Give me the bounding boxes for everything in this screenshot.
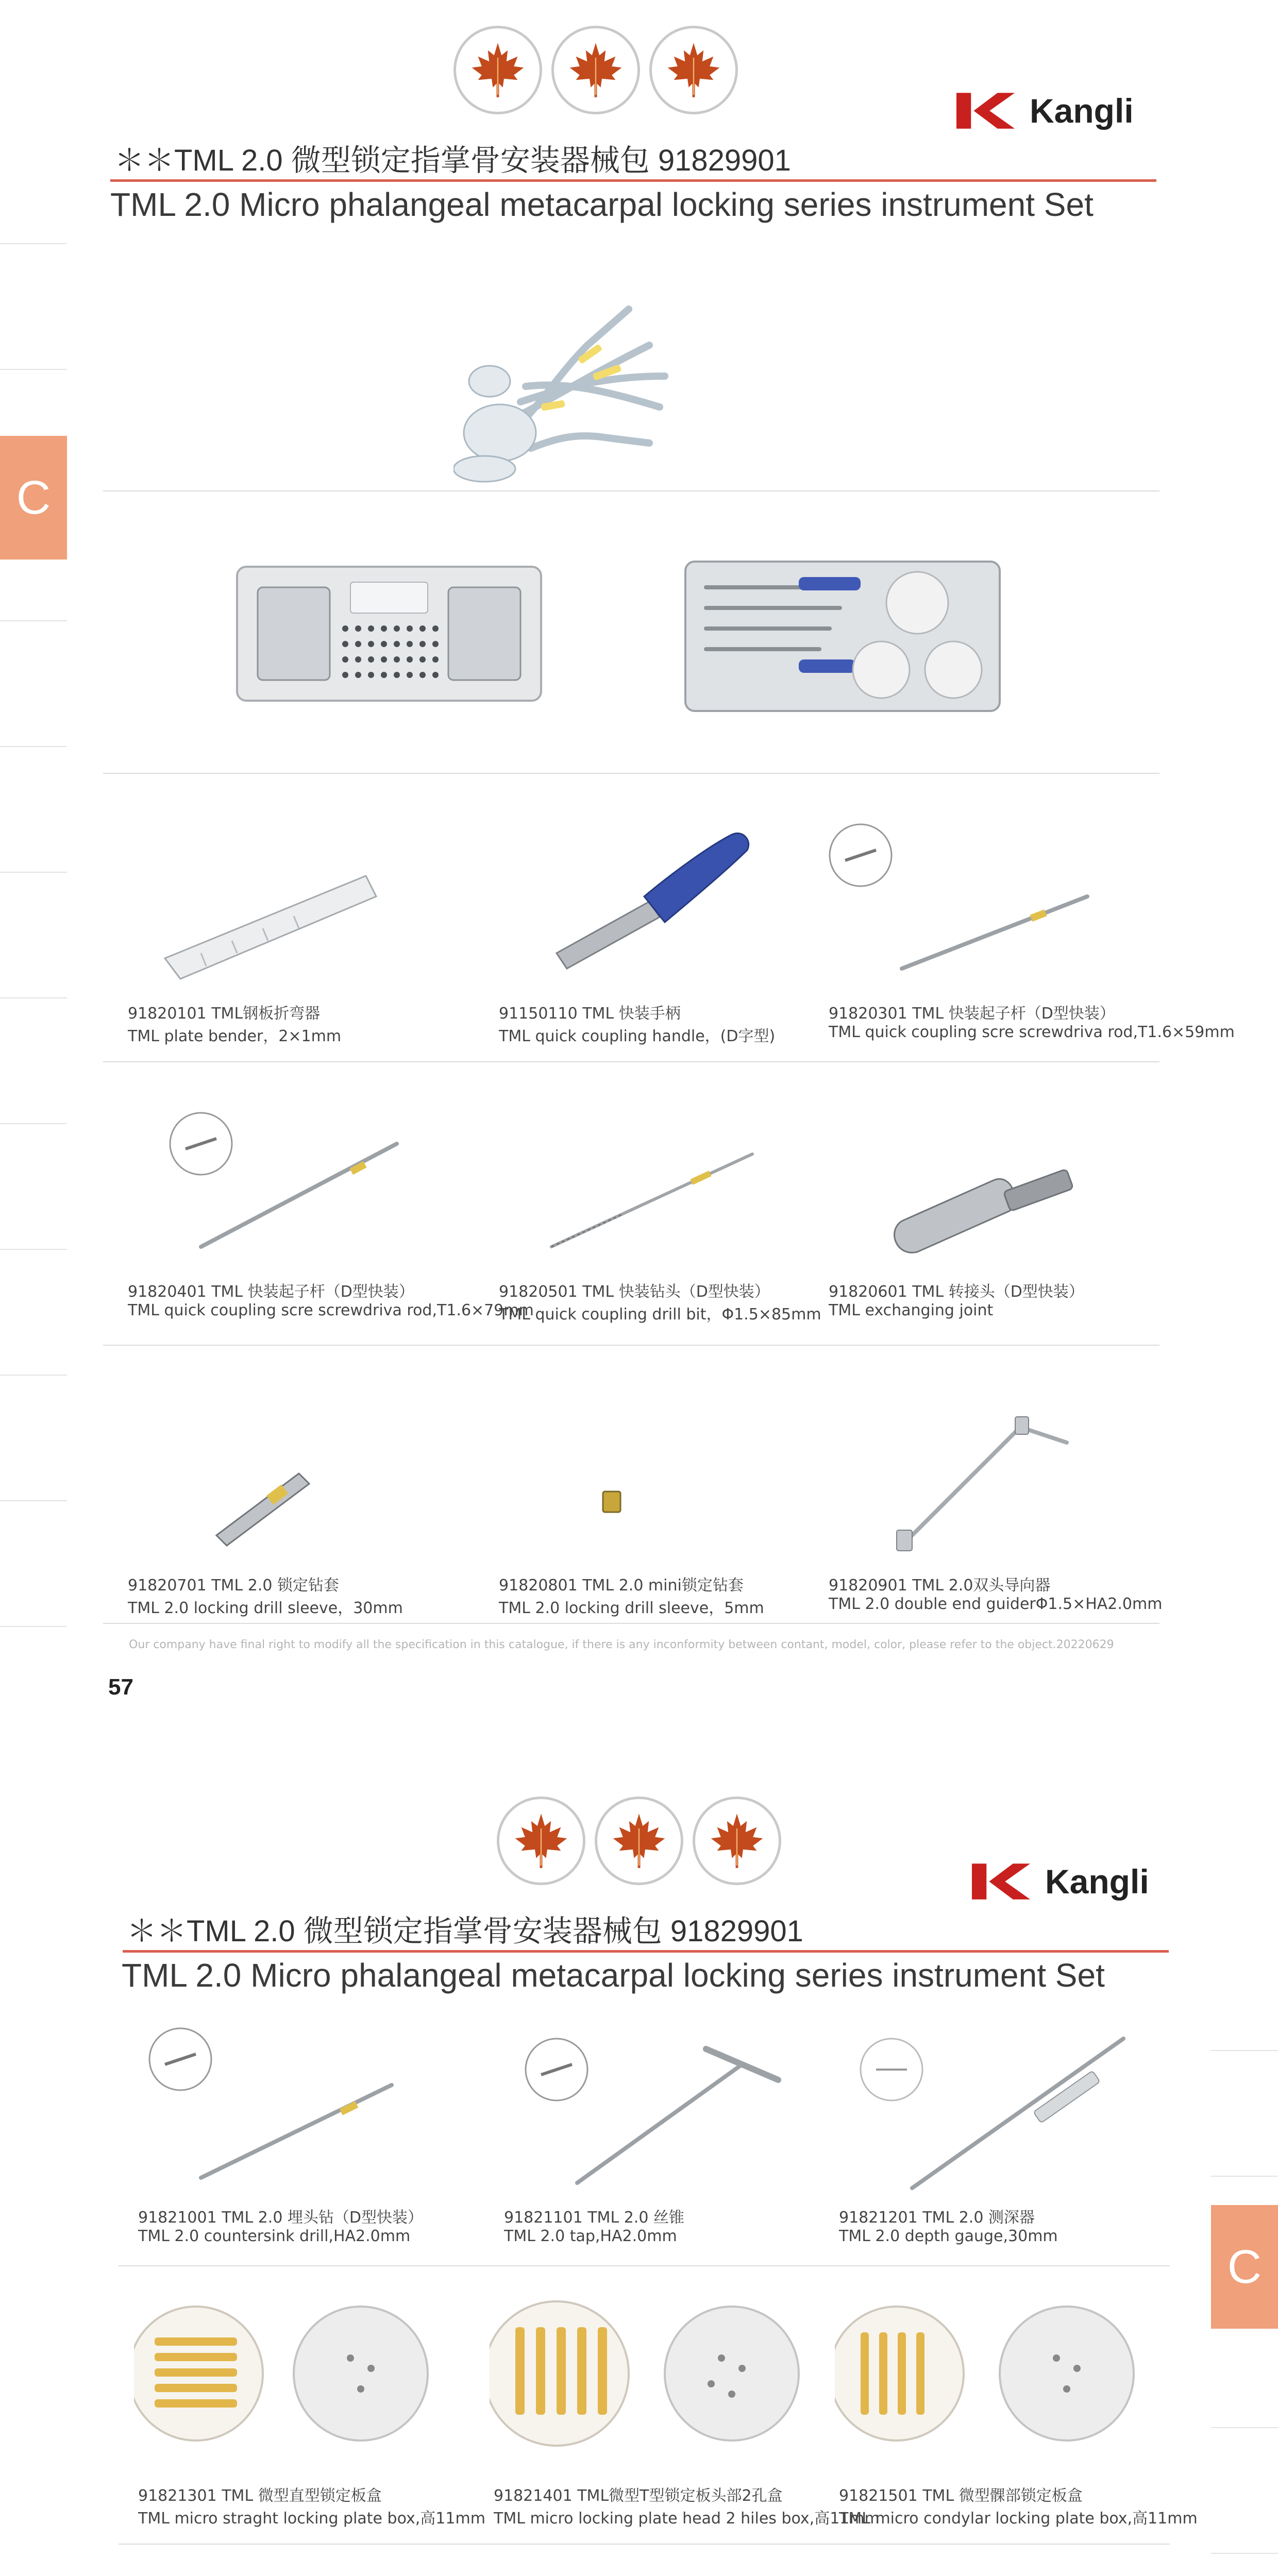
product-item <box>835 2296 1198 2528</box>
t-plate-box-image <box>490 2296 850 2482</box>
product-item <box>500 2018 861 2245</box>
divider <box>103 1061 1159 1062</box>
item-code: 91821501 TML 微型髁部锁定板盒 <box>839 2487 1083 2505</box>
product-item <box>134 2296 495 2528</box>
maple-leaf-icon <box>453 26 542 114</box>
depth-gauge-image <box>835 2018 1196 2204</box>
item-description: TML quick coupling handle，(D字型) <box>499 1027 776 1045</box>
item-code: 91820801 TML 2.0 mini锁定钻套 <box>499 1577 744 1595</box>
product-item <box>825 1092 1185 1319</box>
item-description: TML 2.0 double end guiderΦ1.5×HA2.0mm <box>829 1595 1163 1613</box>
tap-image <box>500 2018 861 2204</box>
item-code: 91820301 TML 快装起子杆（D型快装） <box>829 1005 1115 1023</box>
catalog-page-58 <box>0 1771 1278 2576</box>
product-item <box>825 814 1235 1041</box>
mini-drill-sleeve-image <box>495 1386 855 1571</box>
product-item <box>495 814 855 1045</box>
section-tab: C <box>0 436 67 560</box>
screwdriver-rod-image <box>825 814 1185 999</box>
product-item <box>825 1386 1185 1613</box>
item-description: TML 2.0 tap,HA2.0mm <box>504 2227 677 2245</box>
title-rule <box>110 179 1156 182</box>
exchanging-joint-image <box>825 1092 1185 1278</box>
divider <box>119 2544 1170 2545</box>
condylar-plate-box-image <box>835 2296 1196 2482</box>
double-end-guider-image <box>825 1386 1185 1571</box>
item-code: 91820901 TML 2.0双头导向器 <box>829 1577 1051 1595</box>
page-number: 57 <box>108 1674 133 1700</box>
item-code: 91821401 TML微型T型锁定板头部2孔盒 <box>494 2487 783 2505</box>
product-item <box>495 1386 855 1617</box>
divider <box>103 1623 1159 1624</box>
item-code: 91821301 TML 微型直型锁定板盒 <box>138 2487 382 2505</box>
instrument-tray-closed <box>222 541 557 726</box>
side-index <box>0 118 67 1627</box>
title-english: TML 2.0 Micro phalangeal metacarpal locking series instrument Set <box>122 1957 1105 1994</box>
kangli-logo <box>948 88 1134 134</box>
item-description: TML 2.0 countersink drill,HA2.0mm <box>138 2227 411 2245</box>
divider <box>119 2265 1170 2266</box>
item-code: 91820401 TML 快装起子杆（D型快装） <box>128 1283 414 1301</box>
product-item <box>134 2018 495 2245</box>
section-tab: C <box>1211 2205 1278 2329</box>
hand-skeleton-illustration <box>453 247 742 484</box>
item-description: TML plate bender，2×1mm <box>128 1027 342 1045</box>
countersink-drill-image <box>134 2018 495 2204</box>
item-code: 91821101 TML 2.0 丝锥 <box>504 2209 684 2227</box>
item-description: TML micro straght locking plate box,高11mm <box>138 2510 485 2528</box>
logo-text: Kangli <box>1045 1862 1149 1901</box>
item-description: TML quick coupling scre screwdriva rod,T1.6×59mm <box>829 1023 1235 1041</box>
product-item <box>490 2296 880 2528</box>
item-description: TML 2.0 depth gauge,30mm <box>839 2227 1058 2245</box>
title-rule <box>123 1950 1169 1953</box>
item-code: 91821201 TML 2.0 测深器 <box>839 2209 1035 2227</box>
product-item <box>835 2018 1196 2245</box>
instrument-tray-open <box>675 546 1010 726</box>
kangli-logo <box>964 1858 1149 1905</box>
item-description: TML quick coupling drill bit，Φ1.5×85mm <box>499 1306 821 1324</box>
maple-leaf-icon <box>595 1797 683 1885</box>
kangli-logo-icon <box>948 88 1020 134</box>
plate-bender-image <box>124 814 484 999</box>
product-item <box>124 814 484 1045</box>
divider <box>103 490 1159 492</box>
divider <box>103 1345 1159 1346</box>
title-english: TML 2.0 Micro phalangeal metacarpal locking series instrument Set <box>110 186 1094 223</box>
item-description: TML quick coupling scre screwdriva rod,T1.6×79mm <box>128 1301 534 1319</box>
item-description: TML micro condylar locking plate box,高11mm <box>839 2510 1198 2528</box>
locking-drill-sleeve-image <box>124 1386 484 1571</box>
item-code: 91820501 TML 快装钻头（D型快装） <box>499 1283 770 1301</box>
item-description: TML 2.0 locking drill sleeve，30mm <box>128 1599 403 1617</box>
item-description: TML micro locking plate head 2 hiles box,高11mm <box>494 2510 880 2528</box>
item-code: 91820601 TML 转接头（D型快装） <box>829 1283 1084 1301</box>
award-badges <box>497 1797 781 1885</box>
maple-leaf-icon <box>497 1797 585 1885</box>
drill-bit-image <box>495 1092 855 1278</box>
item-description: TML exchanging joint <box>829 1301 994 1319</box>
product-item <box>495 1092 855 1324</box>
item-code: 91821001 TML 2.0 埋头钻（D型快装） <box>138 2209 424 2227</box>
quick-coupling-handle-image <box>495 814 855 999</box>
logo-text: Kangli <box>1030 92 1134 130</box>
straight-plate-box-image <box>134 2296 495 2482</box>
title-chinese: ＊＊TML 2.0 微型锁定指掌骨安装器械包 91829901 <box>127 1914 803 1948</box>
item-code: 91150110 TML 快装手柄 <box>499 1005 681 1023</box>
maple-leaf-icon <box>693 1797 781 1885</box>
maple-leaf-icon <box>649 26 738 114</box>
item-description: TML 2.0 locking drill sleeve，5mm <box>499 1599 764 1617</box>
title-chinese: ＊＊TML 2.0 微型锁定指掌骨安装器械包 91829901 <box>114 144 791 177</box>
item-code: 91820701 TML 2.0 锁定钻套 <box>128 1577 339 1595</box>
item-code: 91820101 TML钢板折弯器 <box>128 1005 321 1023</box>
divider <box>103 773 1159 774</box>
screwdriver-rod-long-image <box>124 1092 484 1278</box>
product-item <box>124 1386 484 1617</box>
award-badges <box>453 26 738 114</box>
product-item <box>124 1092 534 1319</box>
maple-leaf-icon <box>551 26 640 114</box>
kangli-logo-icon <box>964 1858 1036 1905</box>
disclaimer: Our company have final right to modify all the specification in this catalogue, if there is any inconformity between contant, model, color, please refer to the object.20220629 <box>129 1638 1114 1651</box>
